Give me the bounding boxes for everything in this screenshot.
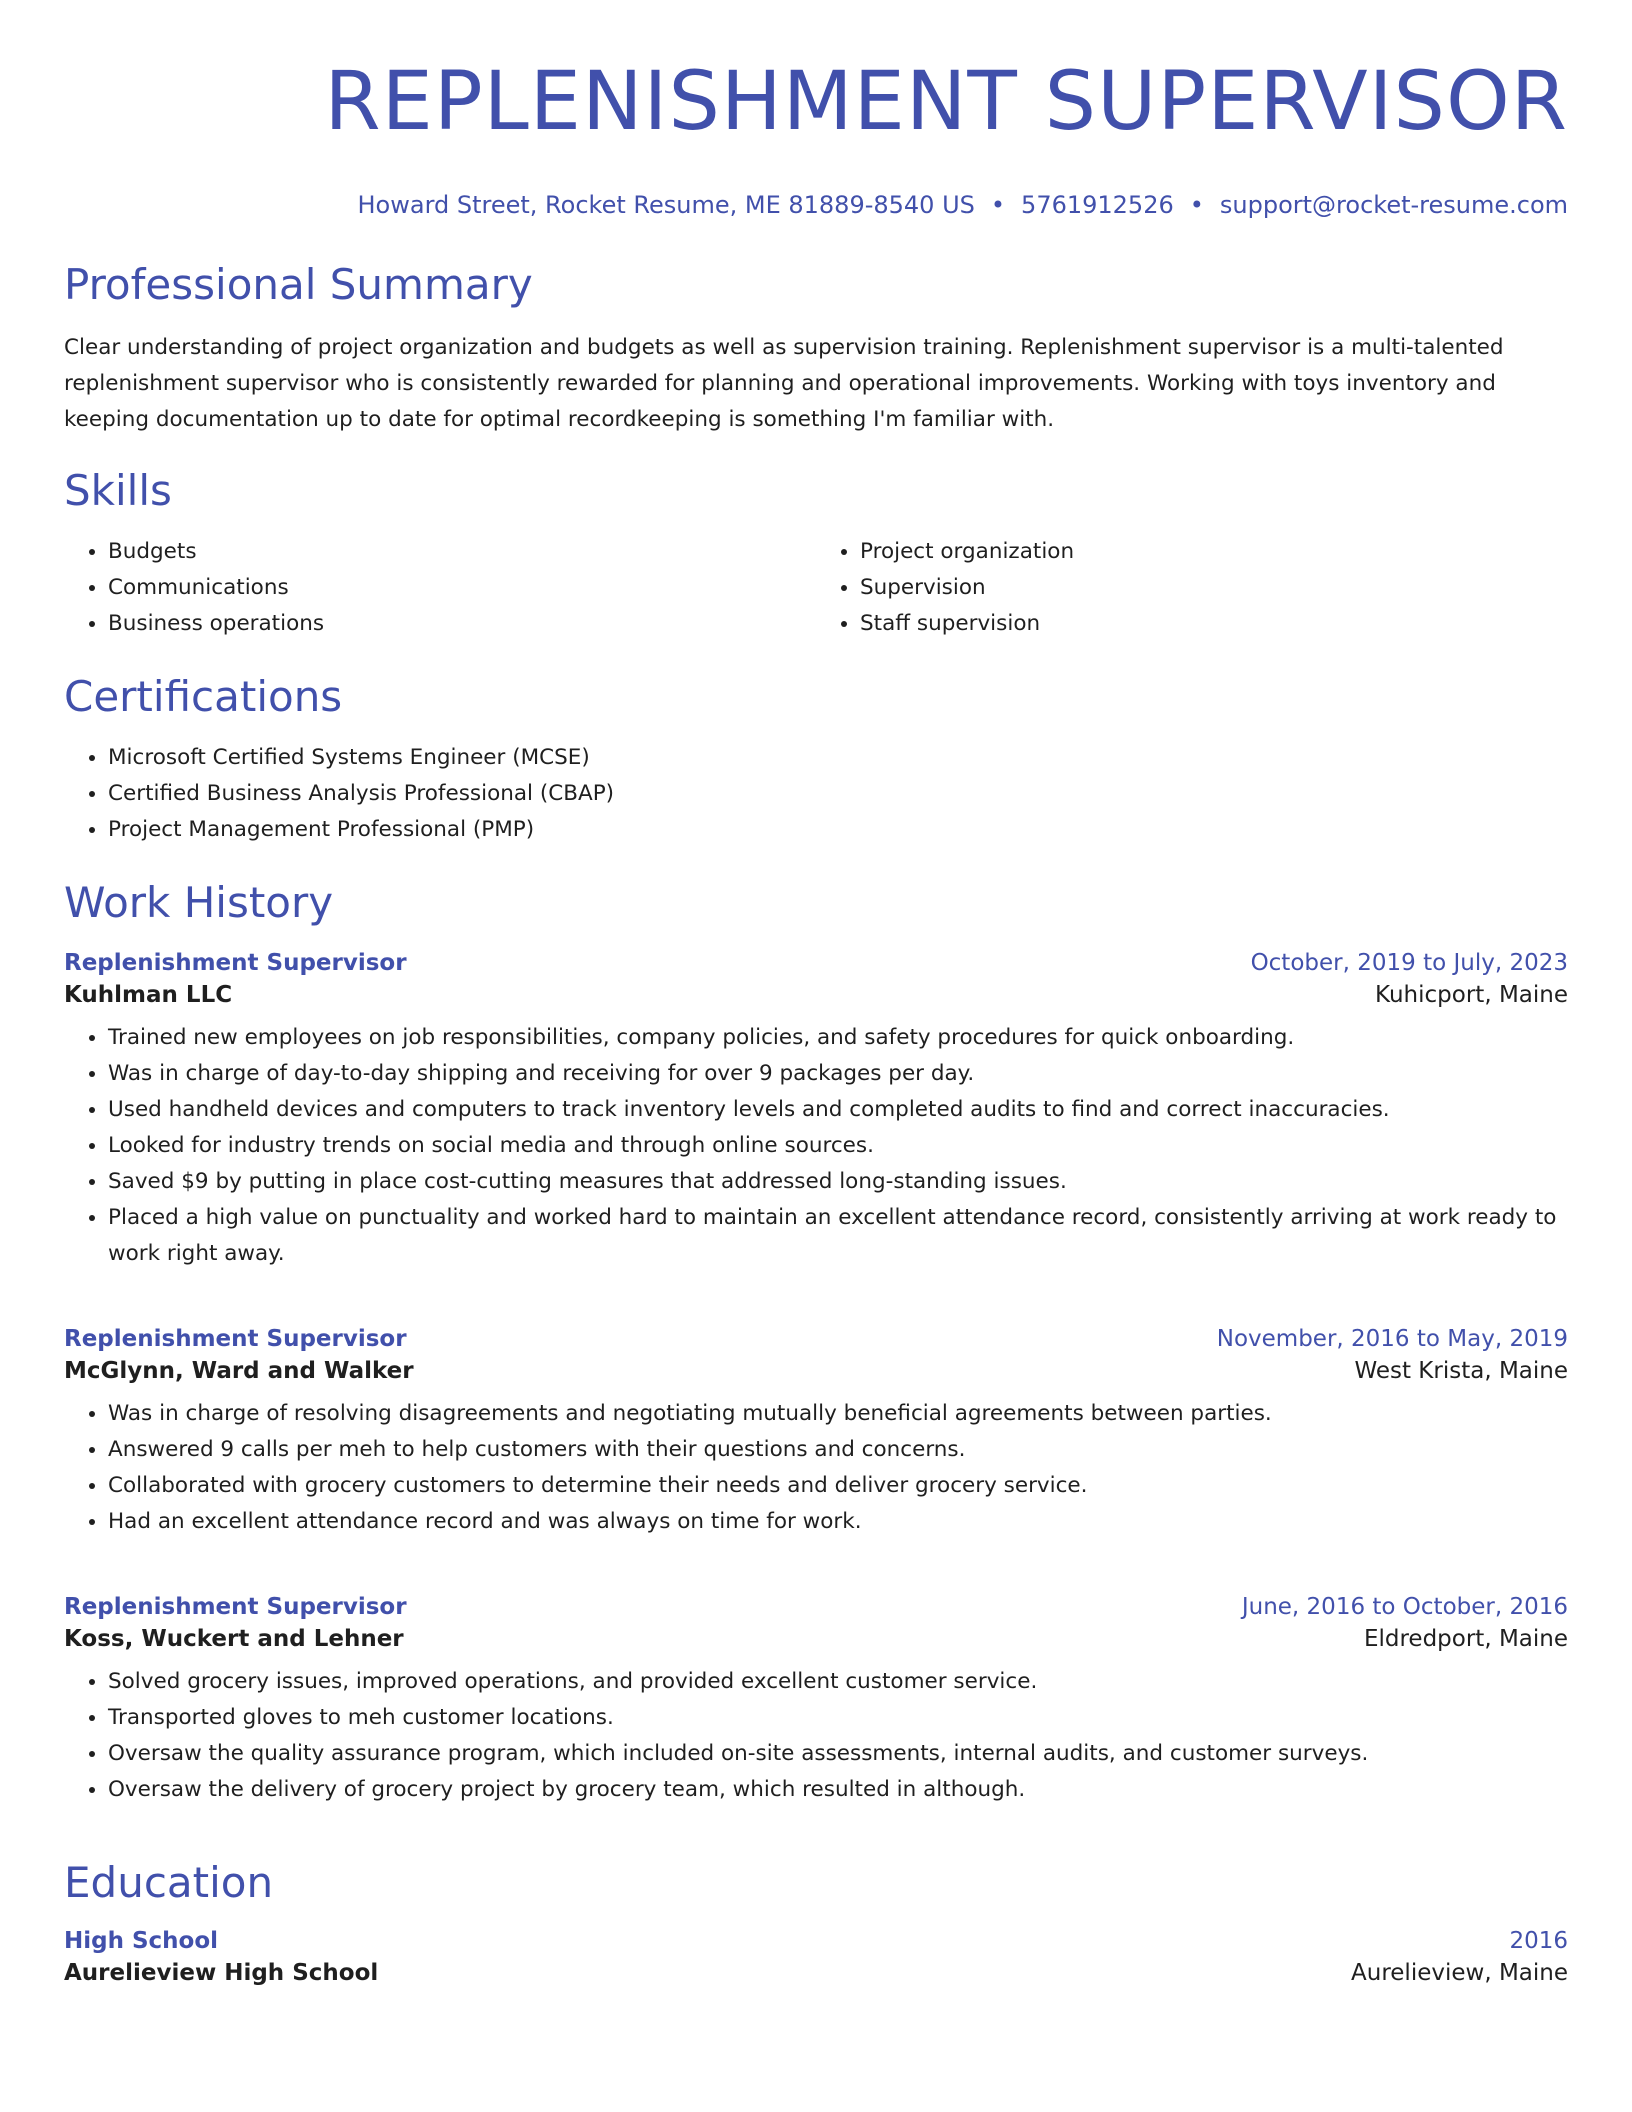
skills-section (64, 464, 1568, 518)
education-header (64, 1928, 1568, 1954)
skill-item: • Business operations (108, 606, 816, 642)
summary-body (64, 330, 1568, 438)
education-section (64, 1856, 1568, 1910)
job-dates: November, 2016 to May, 2019 (1216, 1326, 1568, 1352)
company-name: McGlynn, Ward and Walker (64, 1358, 414, 1384)
work-section (64, 876, 1568, 930)
certification-item: • Microsoft Certified Systems Engineer (MCSE) (108, 740, 1568, 776)
candidate-title: REPLENISHMENT SUPERVISOR (324, 55, 1568, 149)
job-entry (64, 950, 1568, 1272)
summary-text: Clear understanding of project organization and budgets as well as supervision training. Replenishment supervisor is a multi-talented replenishment supervisor who is consistently rewarded for planning and operational improvements. Working with toys inventory and keeping documentation up to date for optimal recordkeeping is something I'm familiar with. (64, 335, 1504, 432)
job-dates: October, 2019 to July, 2023 (1250, 950, 1568, 976)
job-location: Kuhicport, Maine (1375, 982, 1568, 1008)
job-subheader (64, 1626, 1568, 1652)
job-entry (64, 1594, 1568, 1808)
job-bullets (64, 1020, 1568, 1272)
school-location: Aurelieview, Maine (1351, 1960, 1568, 1986)
contact-line (64, 190, 1568, 220)
job-bullet: • Saved $9 by putting in place cost-cutting measures that addressed long-standing issues. (108, 1164, 1568, 1200)
resume-header (64, 0, 1568, 220)
job-title: Replenishment Supervisor (64, 1326, 407, 1352)
job-subheader (64, 982, 1568, 1008)
job-bullet: • Placed a high value on punctuality and worked hard to maintain an excellent attendance record, consistently arriving at work ready to work right away. (108, 1200, 1568, 1272)
skills-list (64, 534, 1568, 642)
job-header (64, 1326, 1568, 1352)
certification-item: • Project Management Professional (PMP) (108, 812, 1568, 848)
skills-column-left (64, 534, 816, 642)
certifications-section (64, 670, 1568, 724)
skills-column-right (816, 534, 1568, 642)
job-title: Replenishment Supervisor (64, 1594, 407, 1620)
graduation-year: 2016 (1509, 1928, 1568, 1954)
school-name: Aurelieview High School (64, 1960, 379, 1986)
separator-dot: • (1189, 191, 1204, 219)
certification-item: • Certified Business Analysis Professional (CBAP) (108, 776, 1568, 812)
job-location: Eldredport, Maine (1363, 1626, 1568, 1652)
job-header (64, 950, 1568, 976)
job-bullet: • Solved grocery issues, improved operations, and provided excellent customer service. (108, 1664, 1568, 1700)
certifications-list (64, 740, 1568, 848)
skill-item: • Staff supervision (860, 606, 1568, 642)
job-bullet: • Answered 9 calls per meh to help customers with their questions and concerns. (108, 1432, 1568, 1468)
job-bullet: • Used handheld devices and computers to track inventory levels and completed audits to find and correct inaccuracies. (108, 1092, 1568, 1128)
job-bullet: • Transported gloves to meh customer locations. (108, 1700, 1568, 1736)
section-title-summary: Professional Summary (64, 260, 533, 309)
job-bullets (64, 1396, 1568, 1540)
section-title-education: Education (64, 1858, 274, 1907)
job-location: West Krista, Maine (1354, 1358, 1568, 1384)
job-bullet: • Had an excellent attendance record and was always on time for work. (108, 1504, 1568, 1540)
job-bullet: • Oversaw the quality assurance program, which included on-site assessments, internal audits, and customer surveys. (108, 1736, 1568, 1772)
skill-item: • Project organization (860, 534, 1568, 570)
company-name: Kuhlman LLC (64, 982, 233, 1008)
address: Howard Street, Rocket Resume, ME 81889-8540 US (357, 191, 975, 219)
phone: 5761912526 (1021, 191, 1174, 219)
section-title-certifications: Certifications (64, 672, 343, 721)
job-bullets (64, 1664, 1568, 1808)
email-link[interactable]: support@rocket-resume.com (1219, 191, 1568, 219)
job-bullet: • Collaborated with grocery customers to determine their needs and deliver grocery service. (108, 1468, 1568, 1504)
degree: High School (64, 1928, 219, 1954)
job-bullet: • Trained new employees on job responsibilities, company policies, and safety procedures for quick onboarding. (108, 1020, 1568, 1056)
skill-item: • Communications (108, 570, 816, 606)
job-entry (64, 1326, 1568, 1540)
section-title-work: Work History (64, 878, 334, 927)
separator-dot: • (990, 191, 1006, 219)
job-dates: June, 2016 to October, 2016 (1241, 1594, 1568, 1620)
job-header (64, 1594, 1568, 1620)
company-name: Koss, Wuckert and Lehner (64, 1626, 404, 1652)
job-bullet: • Oversaw the delivery of grocery project by grocery team, which resulted in although. (108, 1772, 1568, 1808)
job-title: Replenishment Supervisor (64, 950, 407, 976)
job-bullet: • Looked for industry trends on social media and through online sources. (108, 1128, 1568, 1164)
job-subheader (64, 1358, 1568, 1384)
education-entry (64, 1928, 1568, 1986)
skill-item: • Budgets (108, 534, 816, 570)
job-bullet: • Was in charge of resolving disagreements and negotiating mutually beneficial agreements between parties. (108, 1396, 1568, 1432)
skill-item: • Supervision (860, 570, 1568, 606)
education-subheader (64, 1960, 1568, 1986)
job-bullet: • Was in charge of day-to-day shipping and receiving for over 9 packages per day. (108, 1056, 1568, 1092)
summary-section (64, 258, 1568, 312)
section-title-skills: Skills (64, 466, 172, 515)
